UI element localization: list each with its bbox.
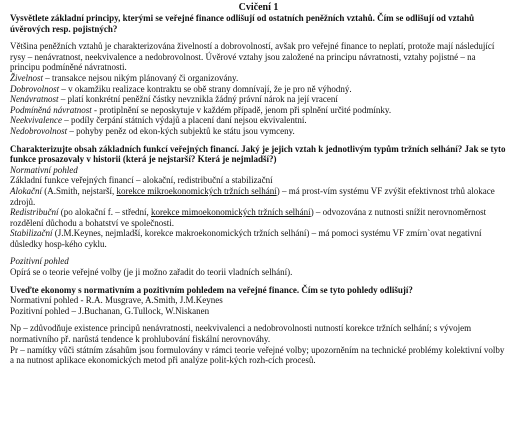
positive-heading: Pozitivní pohled [10, 256, 69, 267]
spacer [10, 278, 507, 285]
spacer [10, 34, 507, 41]
function-stabilizacni [10, 228, 507, 249]
function-link-text: korekce mikroekonomických tržních selhání [116, 185, 277, 196]
spacer [10, 137, 507, 144]
definition-text: – v okamžiku realizace kontraktu se obě strany domnívají, že je pro ně výhodný. [59, 83, 352, 94]
function-term: Redistribuční [10, 207, 59, 218]
spacer [10, 249, 507, 256]
function-text: (po alokační f. – střední, [58, 207, 151, 218]
q1-intro-paragraph: Většina peněžních vztahů je charakterizována živelností a dobrovolností, avšak pro veřejné finance to neplatí, protože mají následující rysy – nenávratnost, neekvivalence a nedobrovolnost. Úvěrové vztahy jsou založené na principu návratnosti, vztahy pojistné – na principu podmíněné návratnosti. [10, 41, 495, 73]
positive-economists-line: Pozitivní pohled – J.Buchanan, G.Tullock, W.Niskanen [10, 305, 210, 316]
definition-text: – podíly čerpání státních výdajů a placení daní nejsou ekvivalentní. [61, 115, 307, 126]
definition-dobrovolnost [10, 84, 507, 95]
definition-text: – platí konkrétní peněžní částky nevznikla žádný právní nárok na její vracení [58, 94, 338, 105]
definition-podminena-navratnost [10, 105, 507, 116]
pr-paragraph: Pr – namítky vůči státním zásahům jsou formulovány v rámci teorie veřejné volby; upozorněním na technické problémy kolektivní volby a na nutnost aplikace ekonomických metod při analýze polit-kých rozh-cích procesů. [10, 344, 505, 366]
function-alokacni [10, 186, 507, 207]
function-text: (A.Smith, nejstarší, [42, 185, 117, 196]
function-term: Alokační [10, 185, 42, 196]
question-3: Uveďte ekonomy s normativním a pozitivním pohledem na veřejné finance. Čím se tyto pohledy odlišují? [10, 284, 413, 295]
normative-economists-line: Normativní pohled - R.A. Musgrave, A.Smith, J.M.Keynes [10, 295, 223, 306]
definition-text: – transakce nejsou nikým plánovaný či organizovány. [43, 72, 239, 83]
function-text: ) – odvozována z nutnosti snížit nerovnoměrnost rozdělení důchodu a bohatství ve společnosti. [10, 207, 487, 228]
spacer [10, 316, 507, 323]
definition-zivelnost [10, 73, 507, 84]
function-text: (J.M.Keynes, nejmladší, korekce makroekonomických tržních selhání) – má pomoci systému VF zmírn`ovat negativní důsledky hosp-kého cyklu. [10, 228, 482, 249]
basic-functions-line: Základní funkce veřejných financí – alokační, redistribuční a stabilizační [10, 175, 273, 186]
function-redistribucni [10, 207, 507, 228]
np-paragraph: Np – zdůvodňuje existence principů nenávratnosti, neekvivalenci a nedobrovolnosti nutností korekce tržních selhání; s vývojem normativního př. narůstá tendence k prohlubování fiskální nerovnováhy. [10, 323, 472, 345]
page-title: Cvičení 1 [238, 2, 279, 13]
positive-text: Opírá se o teorie veřejné volby (je ji možno zařadit do teorii vladních selhání). [10, 267, 293, 278]
question-2: Charakterizujte obsah základních funkcí veřejných financí. Jaký je jejich vztah k jednotlivým typům tržních selhání? Jak se tyto funkce prosazovaly v historii (která je nejstarší? Která je nejmladší?) [10, 143, 506, 165]
definition-neekvivalence [10, 115, 507, 126]
function-link-text: korekce mimoekonomických tržních selhání [150, 207, 311, 218]
function-term: Stabilizační [10, 228, 53, 239]
question-1: Vysvětlete základní principy, kterými se veřejné finance odlišují od ostatních peněžních vztahů. Čím se odlišují od vztahů úvěrových resp. pojistných? [10, 13, 475, 34]
definition-term: Živelnost [10, 72, 43, 83]
definition-term: Dobrovolnost [10, 83, 60, 94]
definition-text: - protiplnění se neposkytuje v každém případě, jenom při splnění určité podmínky. [91, 104, 392, 115]
definition-term: Nedobrovolnost [10, 125, 68, 136]
function-text: ) – má prost-vím systému VF zvýšit efektivnost trhů alokace zdrojů. [10, 185, 495, 207]
normative-heading: Normativní pohled [10, 164, 78, 175]
definition-term: Neekvivalence [10, 115, 62, 126]
definition-nenavratnost [10, 94, 507, 105]
definition-term: Nenávratnost [10, 94, 59, 105]
definition-term: Podmíněná návratnost [10, 104, 92, 115]
definition-text: – pohyby peněz od ekon-kých subjektů ke státu jsou vymceny. [67, 125, 295, 136]
definition-nedobrovolnost [10, 126, 507, 137]
